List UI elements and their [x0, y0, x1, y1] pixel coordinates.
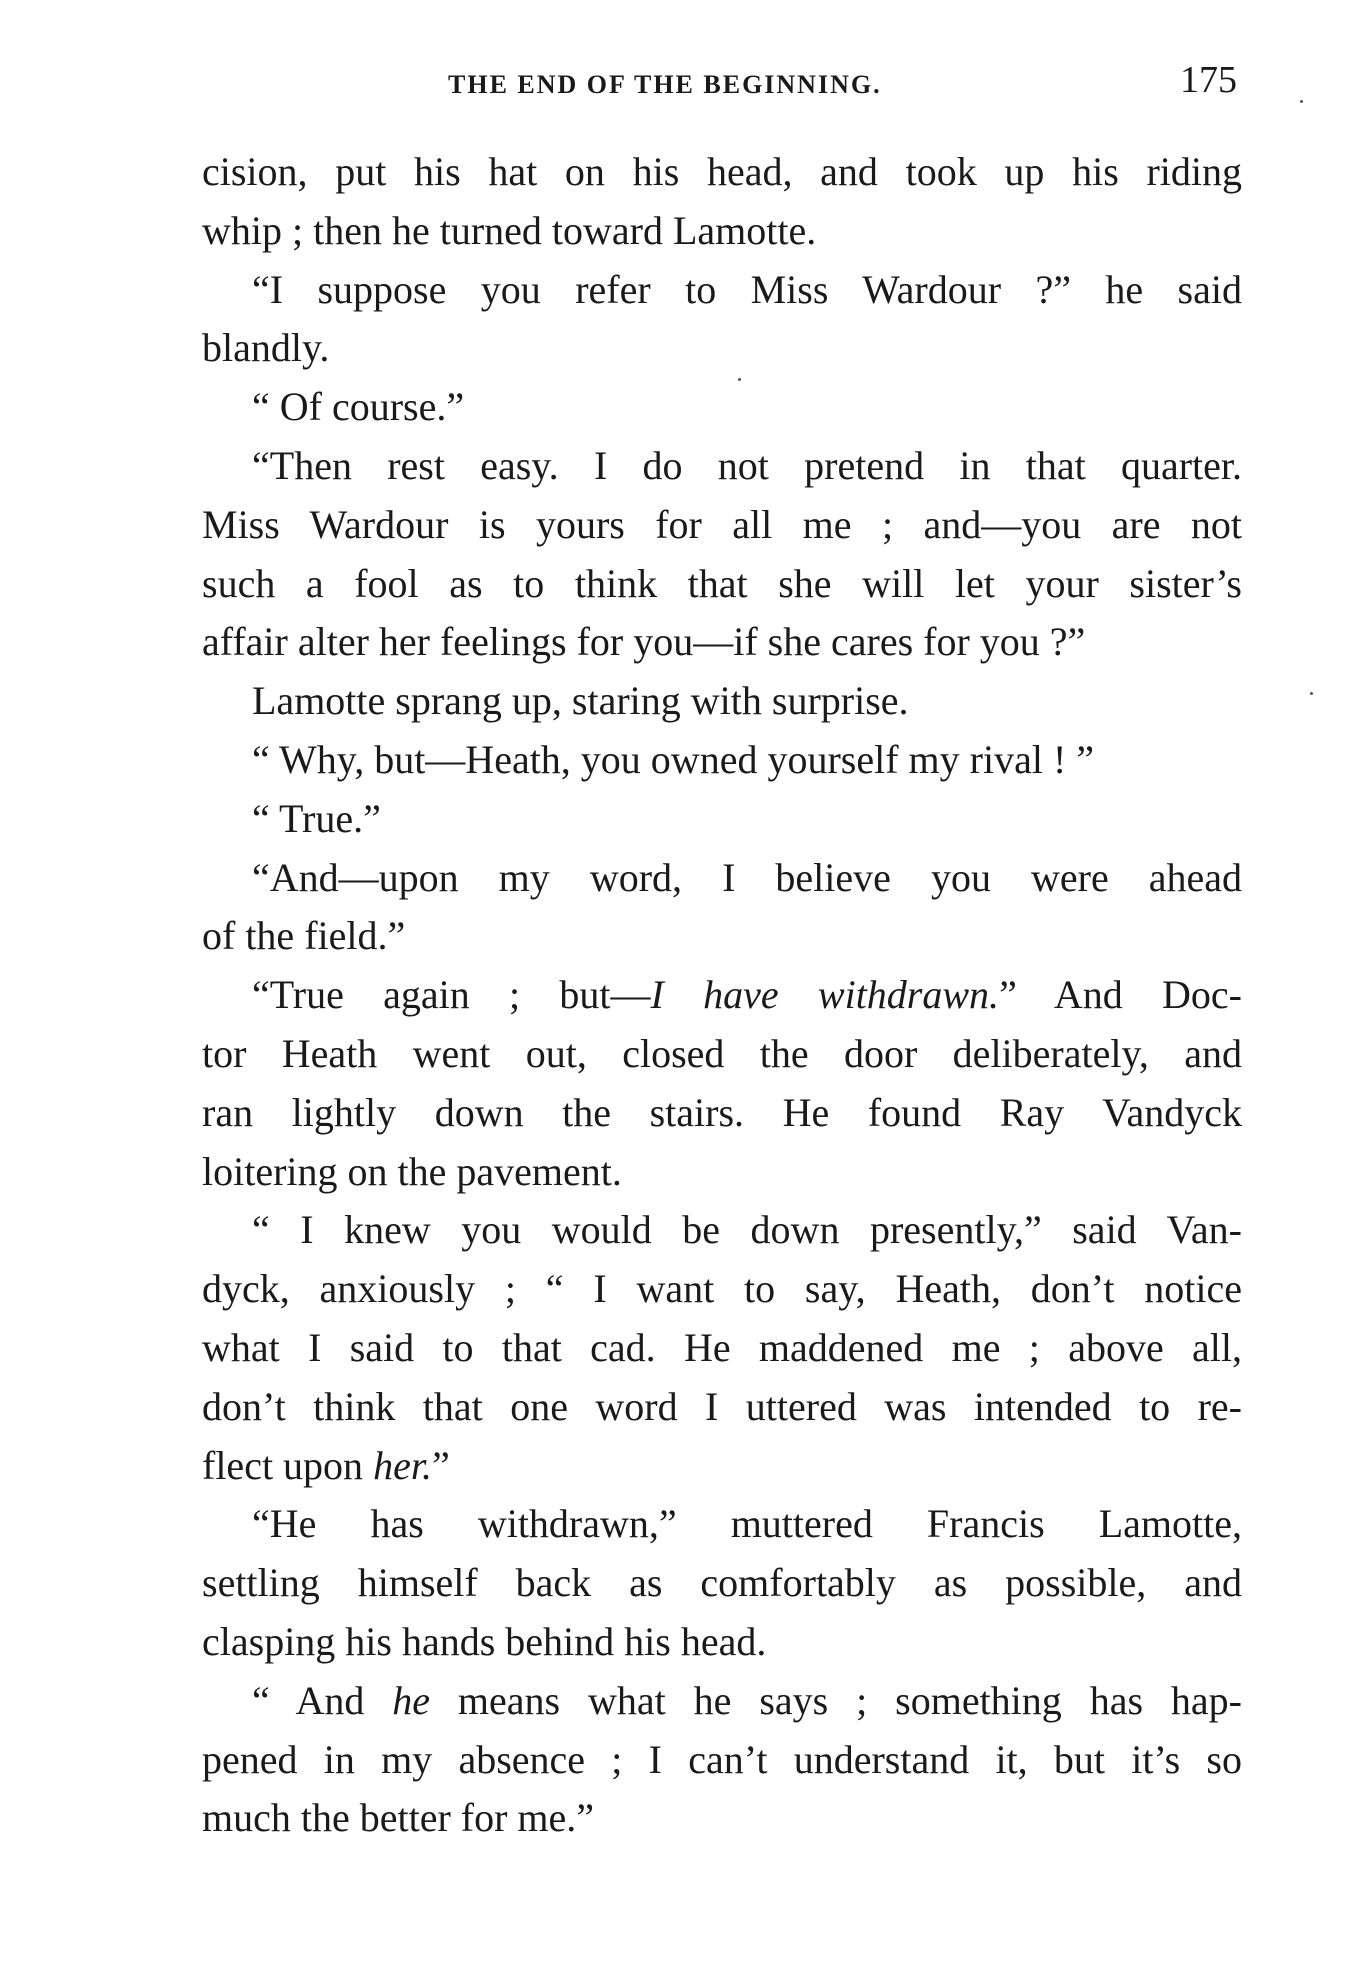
text-line: “ True.”	[252, 795, 381, 841]
text-line: “ I knew you would be down presently,” said Van-	[252, 1207, 1242, 1253]
line-segment: “ And	[252, 1677, 393, 1723]
line-segment: flect upon	[202, 1442, 374, 1488]
text-line: “ Of course.”	[252, 384, 465, 430]
text-line	[202, 966, 1242, 1025]
text-line: cision, put his hat on his head, and took up his riding	[202, 149, 1242, 194]
print-speck	[738, 378, 741, 381]
text-line: affair alter her feelings for you—if she cares for you ?”	[202, 619, 1086, 665]
running-head: THE END OF THE BEGINNING.	[448, 70, 882, 99]
text-line	[202, 1672, 1242, 1731]
text-line: such a fool as to think that she will let your sister’s	[202, 560, 1242, 606]
text-line: dyck, anxiously ; “ I want to say, Heath, don’t notice	[202, 1266, 1242, 1312]
text-line: Lamotte sprang up, staring with surprise.	[252, 678, 909, 724]
text-line: what I said to that cad. He maddened me ; above all,	[202, 1324, 1242, 1370]
page-number: 175	[1180, 59, 1237, 101]
line-segment: means what he says ; something has hap-	[430, 1677, 1242, 1723]
text-line: “ Why, but—Heath, you owned yourself my rival ! ”	[252, 736, 1095, 782]
text-line: much the better for me.”	[202, 1795, 595, 1841]
line-segment: ”	[431, 1442, 450, 1488]
italic-phrase: I have withdrawn.	[650, 972, 1000, 1018]
print-speck	[1310, 692, 1313, 695]
text-line: of the field.”	[202, 913, 406, 959]
text-line: pened in my absence ; I can’t understand it, but it’s so	[202, 1736, 1242, 1782]
line-segment: “True again ; but—	[252, 972, 651, 1018]
text-line: whip ; then he turned toward Lamotte.	[202, 207, 817, 253]
text-line: clasping his hands behind his head.	[202, 1618, 767, 1664]
italic-phrase: her.	[373, 1442, 432, 1488]
print-speck	[1300, 100, 1303, 103]
text-line: “I suppose you refer to Miss Wardour ?” he said	[252, 266, 1242, 312]
text-line: Miss Wardour is yours for all me ; and—you are not	[202, 501, 1242, 547]
text-line	[202, 1437, 1242, 1496]
text-line: tor Heath went out, closed the door deliberately, and	[202, 1030, 1242, 1076]
italic-phrase: he	[392, 1677, 431, 1723]
text-line: loitering on the pavement.	[202, 1148, 622, 1194]
line-segment: ” And Doc-	[999, 972, 1242, 1018]
text-line: ran lightly down the stairs. He found Ray Vandyck	[202, 1089, 1242, 1135]
text-line: don’t think that one word I uttered was intended to re-	[202, 1383, 1242, 1429]
text-line: settling himself back as comfortably as possible, and	[202, 1560, 1242, 1606]
body-text	[202, 143, 1242, 1848]
text-line: blandly.	[202, 325, 330, 371]
text-line: “And—upon my word, I believe you were ahead	[252, 854, 1242, 900]
text-line: “Then rest easy. I do not pretend in that quarter.	[252, 442, 1242, 488]
text-line: “He has withdrawn,” muttered Francis Lamotte,	[252, 1501, 1242, 1547]
